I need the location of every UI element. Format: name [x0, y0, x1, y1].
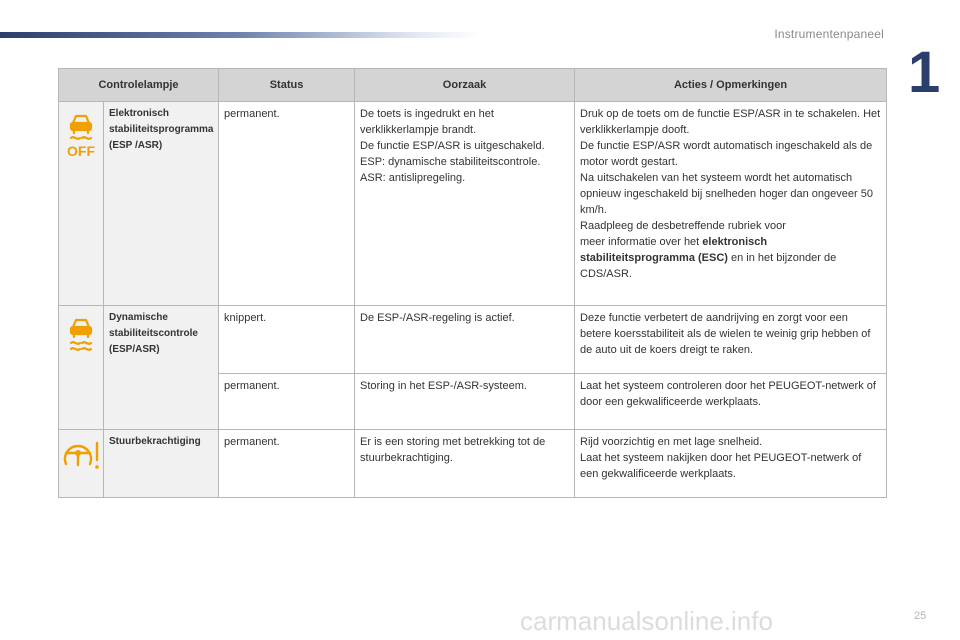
action-cell: Rijd voorzichtig en met lage snelheid. Laat het systeem nakijken door het PEUGEOT-netwerk of een gekwalificeerde werkplaats.: [575, 430, 887, 498]
indicator-icon-cell: [59, 306, 104, 430]
cause-cell: De toets is ingedrukt en het verklikkerlampje brandt. De functie ESP/ASR is uitgeschakeld. ESP: dynamische stabiliteitscontrole. ASR: antislipregeling.: [355, 102, 575, 306]
indicator-icon-cell: [59, 102, 104, 306]
chapter-number: 1: [908, 40, 941, 105]
watermark: carmanualsonline.info: [520, 606, 773, 636]
esp-off-icon: [65, 110, 97, 158]
action-cell: Laat het systeem controleren door het PEUGEOT-netwerk of door een gekwalificeerde werkplaats.: [575, 374, 887, 430]
table-row: [59, 306, 887, 374]
section-title: Instrumentenpaneel: [774, 27, 884, 41]
cause-cell: Storing in het ESP-/ASR-systeem.: [355, 374, 575, 430]
svg-text:OFF: OFF: [67, 143, 95, 158]
action-text: Druk op de toets om de functie ESP/ASR in te schakelen. Het verklikkerlampje dooft. De functie ESP/ASR wordt automatisch ingeschakeld als de motor wordt gestart. Na uitschakelen van het systeem wordt het automatisch opnieuw ingeschakeld bij snelheden hoger dan ongeveer 50 km/h. Raadpleeg de desbetreffende rubriek voor meer informatie over het: [580, 108, 881, 248]
column-header-status: Status: [219, 69, 355, 102]
column-header-indicator: Controlelampje: [59, 69, 219, 102]
action-text: en in het bijzonder de CDS/ASR.: [580, 252, 837, 280]
indicator-name: Dynamische stabiliteitscontrole (ESP/ASR): [104, 306, 219, 430]
action-highlight: elektronisch stabiliteitsprogramma (ESC): [580, 236, 768, 264]
indicator-table: [58, 68, 887, 498]
column-header-actions: Acties / Opmerkingen: [575, 69, 887, 102]
esp-skid-icon: [65, 314, 97, 354]
action-cell: [575, 102, 887, 306]
header-accent-bar: [0, 32, 480, 38]
column-header-cause: Oorzaak: [355, 69, 575, 102]
status-cell: permanent.: [219, 430, 355, 498]
indicator-icon-cell: [59, 430, 104, 498]
page-number: 25: [914, 610, 927, 622]
indicator-name: Elektronisch stabiliteitsprogramma (ESP /ASR): [104, 102, 219, 306]
table-row: [59, 430, 887, 498]
cause-cell: De ESP-/ASR-regeling is actief.: [355, 306, 575, 374]
table-row: [59, 102, 887, 306]
table-header-row: [59, 69, 887, 102]
status-cell: permanent.: [219, 374, 355, 430]
cause-cell: Er is een storing met betrekking tot de stuurbekrachtiging.: [355, 430, 575, 498]
indicator-name: Stuurbekrachtiging: [104, 430, 219, 498]
status-cell: permanent.: [219, 102, 355, 306]
action-cell: Deze functie verbetert de aandrijving en zorgt voor een betere koersstabiliteit als de wielen te weinig grip hebben of de auto uit de koers dreigt te raken.: [575, 306, 887, 374]
status-cell: knippert.: [219, 306, 355, 374]
steering-warning-icon: [62, 438, 100, 472]
